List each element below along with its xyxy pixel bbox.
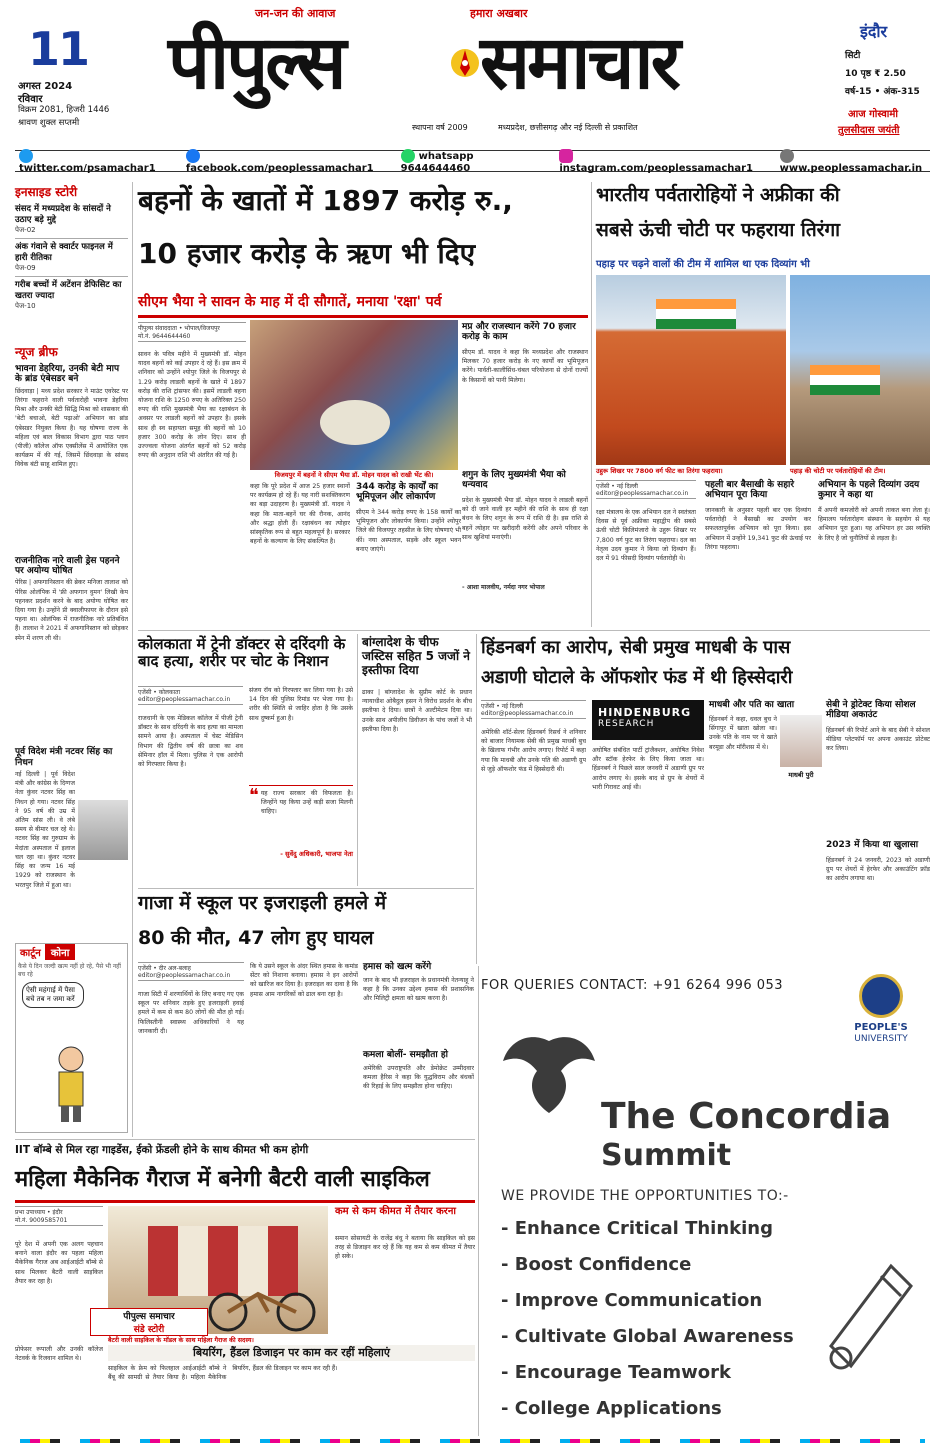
- ad-item: - Cultivate Global Awareness: [501, 1326, 794, 1347]
- instagram-icon: [559, 149, 573, 163]
- university-name-1: PEOPLE'S: [854, 1022, 908, 1033]
- inside-title: इनसाइड स्टोरी: [15, 185, 78, 199]
- university-name-2: UNIVERSITY: [854, 1034, 908, 1044]
- inside-item[interactable]: अंक गंवाने से क्वार्टर फाइनल में हारी रीतिका: [15, 242, 113, 263]
- brief-s3-title: पूर्व विदेश मंत्री नटवर सिंह का निधन: [15, 747, 113, 768]
- ad-list: [501, 1218, 811, 1434]
- hindenburg-col3b: [709, 800, 821, 962]
- ad-item: - Boost Confidence: [501, 1254, 692, 1275]
- everest-sub: पहाड़ पर चढ़ने वालों की टीम में शामिल था एक दिव्यांग भी: [596, 259, 810, 270]
- whatsapp-icon: [401, 149, 415, 163]
- megaphone-icon: [811, 1236, 921, 1386]
- everest-headline-1: भारतीय पर्वतारोहियों ने अफ्रीका की: [596, 184, 840, 206]
- pages-price: 10 पृष्ठ ₹ 2.50: [845, 69, 906, 79]
- cartoon-corner: कोना: [45, 944, 75, 960]
- inside-page: पेज-02: [15, 226, 36, 234]
- inside-item[interactable]: संसद में मध्यप्रदेश के सांसदों ने उठाए बड़े मुद्दे: [15, 204, 111, 225]
- lead-col2: कहा कि पूरे प्रदेश में आज 25 हजार स्थानों पर कार्यक्रम हो रहे हैं। यह नारी सशक्तिकरण का बड़ा उदाहरण है। मुख्यमंत्री डॉ. यादव ने कहा कि माता-बहनें घर की रौनक, आनंद और श्रद्धा होती हैं। रक्षाबंधन का त्योहार सांस्कृतिक रूप से बहुत महत्वपूर्ण है। सरकार बहनों के कल्याण के लिए संकल्पित है।: [250, 483, 350, 546]
- cartoon-label: कार्टून: [16, 944, 45, 960]
- sunday-story-sticker: पीपुल्स समाचार संडे स्टोरी: [90, 1308, 208, 1336]
- hindenburg-t4: 2023 में किया था खुलासा: [826, 840, 919, 850]
- everest-cap1: उहुरू शिखर पर 7800 वर्ग फीट का तिरंगा फहराया।: [596, 467, 723, 475]
- lead-p2-text: प्रदेश के मुख्यमंत्री भैया डॉ. मोहन यादव ने लाडली बहनों को दी जाने वाली हर महीने की राशि के साथ ही रक्षा बंधन के लिए शगुन के रूप में राशि दी है। इस राशि से बहनें त्योहार पर खरीदारी करेंगी और अपने परिवार के साथ खुशियां मनाएंगी।: [462, 497, 588, 541]
- founded: स्थापना वर्ष 2009: [412, 123, 468, 132]
- speech-bubble: ऐसी महंगाई में पैसा बचे तब न जमा करें: [22, 982, 84, 1008]
- university-crest-icon: [859, 974, 903, 1018]
- inside-story: [15, 183, 128, 311]
- city-name: इंदौर: [860, 22, 888, 41]
- hindenburg-col1: अमेरिकी शॉर्ट-सेलर हिंडनबर्ग रिसर्च ने शनिवार को बाजार नियामक सेबी की प्रमुख माधबी बुच के खिलाफ गंभीर आरोप लगाए। रिपोर्ट में कहा गया कि माधबी और उनके पति की अडाणी ग्रुप से जुड़े ऑफशोर फंड में हिस्सेदारी थी।: [481, 729, 586, 773]
- lead-p2-author: - आशा मालवीय, नर्मदा नगर भोपाल: [462, 584, 545, 591]
- ad-provide: WE PROVIDE THE OPPORTUNITIES TO:-: [501, 1188, 789, 1204]
- lead-headline-1: बहनों के खातों में 1897 करोड़ रु.,: [138, 184, 513, 217]
- web-link[interactable]: www.peoplessamachar.in: [780, 149, 930, 174]
- brief-s1-title: भावना डेहरिया, उनकी बेटी माप के ब्रांड एंबेसडर बने: [15, 364, 120, 385]
- cartoon-box: [15, 943, 128, 1133]
- lead-photo: [250, 320, 458, 470]
- concordia-ad[interactable]: [481, 966, 931, 1436]
- cycle-byline: प्रभा उपाध्याय • इंदौर मो.नं. 9009585701: [15, 1206, 103, 1226]
- hindenburg-col2: अघोषित संबंधित पार्टी ट्रांजैक्शन, अघोषित निवेश और स्टॉक हेरफेर के लिए किया जाता था। हिंडनबर्ग ने पिछले साल जनवरी में अडाणी ग्रुप पर आरोप लगाए थे। इसके बाद से ग्रुप के शेयरों में भारी गिरावट आई थी।: [592, 747, 704, 791]
- cycle-bottom-head: बियरिंग, हैंडल डिजाइन पर काम कर रहीं महिलाएं: [108, 1345, 475, 1361]
- cycle-caption: बैटरी वाली साइकिल के मॉडल के साथ महिला गैराज की सदस्य।: [108, 1337, 254, 1344]
- lead-sub: सीएम भैया ने सावन के माह में दी सौगातें, मनाया 'रक्षा' पर्व: [138, 294, 442, 310]
- editions: मध्यप्रदेश, छत्तीसगढ़ और नई दिल्ली से प्रकाशित: [498, 123, 638, 132]
- lead-headline-2: 10 हजार करोड़ के ऋण भी दिए: [138, 237, 476, 270]
- twitter-icon: [19, 149, 33, 163]
- lead-col1: सावन के पवित्र महीने में मुख्यमंत्री डॉ. मोहन यादव बहनों को कई उपहार दे रहे हैं। इस क्रम में शनिवार को उन्होंने श्योपुर जिले के विजयपुर से 1.29 करोड़ लाडली बहनों के खाते में 1897 करोड़ की राशि ट्रांसफर की। इसमें लाडली बहना योजना राशि के 1250 रुपए के अतिरिक्त 250 रुपए की राशि मुख्यमंत्री भैया का रक्षाबंधन के अवसर पर लाडली बहनों को उपहार है। इसके साथ ही स्व सहायता समूह की बहनों को 10 हजार 300 करोड़ के लोन दिए। साथ ही उज्ज्वला योजना अंतर्गत बहनों को 52 करोड़ रुपए की अनुदान राशि भी अंतरित की गई है।: [138, 351, 246, 460]
- quote-box: ❝ यह राज्य सरकार की विफलता है। जिन्होंने यह किया उन्हें कड़ी सजा मिलनी चाहिए। - सुवेंदु अधिकारी, भाजपा नेता: [249, 785, 353, 870]
- ad-title-1: The Concordia: [601, 1096, 892, 1137]
- kolkata-byline: एजेंसी • कोलकाता editor@peoplessamachar.co.in: [138, 686, 243, 705]
- hindenburg-headline-2: अडाणी घोटाले के ऑफशोर फंड में थी हिस्सेदारी: [481, 667, 793, 688]
- hindenburg-logo: HINDENBURG RESEARCH: [592, 700, 704, 740]
- ad-item: - College Applications: [501, 1398, 722, 1419]
- eagle-icon: [499, 1021, 599, 1121]
- inside-item[interactable]: गरीब बच्चों में अटेंशन डेफिसिट का खतरा ज्यादा: [15, 280, 122, 301]
- brief-s1-text: छिंदवाड़ा | मध्य प्रदेश सरकार ने माउंट एवरेस्ट पर तिरंगा फहराने वाली पर्वतारोही भावना डेहरिया मिश्रा और उनकी बेटी सिद्धि मिश्रा को शासकार की 'बेटी बचाओ, बेटी पढ़ाओ' अभियान का ब्रांड एंबेसडर नियुक्त किया है। यह घोषणा राज्य के महिला एवं बाल विकास विभाग द्वारा पाठ प्लान (पीजी) कॉलेज ऑफ एक्सीलेंस में आयोजित एक कार्यक्रम में की गई, जिसमें छिंदवाड़ा के सांसद विवेक बंटी साहू शामिल हुए।: [15, 387, 128, 469]
- gaza-col1: गाजा सिटी में शरणार्थियों के लिए बनाए गए एक स्कूल पर शनिवार तड़के हुए इजराइली हवाई हमले में कम से कम 80 लोगों की मौत हो गई। फिलिस्तीनी स्वास्थ्य अधिकारियों ने यह जानकारी दी।: [138, 991, 244, 1035]
- festival-top: आज गोस्वामी: [848, 109, 898, 120]
- natwar-singh-photo: [78, 800, 128, 860]
- gaza-t3: हमास को खत्म करेंगे: [363, 962, 432, 972]
- instagram-link[interactable]: instagram.com/peoplessamachar1: [559, 149, 757, 174]
- kolkata-col1: राजधानी के एक मेडिकल कॉलेज में पीजी ट्रेनी डॉक्टर के साथ दरिंदगी के बाद हत्या का मामला सामने आया है। अस्पताल में चेस्ट मेडिसिन विभाग की द्वितीय वर्ष की छात्रा का शव सेमिनार हॉल में मिला। पुलिस ने एक आरोपी को गिरफ्तार किया है।: [138, 715, 243, 769]
- cycle-t2: कम से कम कीमत में तैयार करना: [335, 1206, 456, 1217]
- title-right: समाचार: [480, 20, 678, 106]
- everest-photo-team: [790, 275, 930, 465]
- gaza-t4: कमला बोलीं- समझौता हो: [363, 1050, 448, 1060]
- festival-bottom: तुलसीदास जयंती: [838, 125, 900, 136]
- lead-p1-text: सीएम ने 344 करोड़ रुपए के 158 कार्यों का भूमिपूजन और लोकार्पण किया। उन्होंने श्योपुर जिले की विजयपुर तहसील के लिए घोषणाएं भी कीं। नया अस्पताल, सड़कें और स्कूल भवन बनाए जाएंगे।: [356, 509, 461, 553]
- color-registration-strip: [20, 1439, 925, 1443]
- hindenburg-col5: हिंडनबर्ग ने 24 जनवरी, 2023 को अडाणी ग्रुप पर शेयरों में हेरफेर और अकाउंटिंग फ्रॉड का आरोप लगाया था।: [826, 857, 930, 883]
- cycle-col3: प्रोफेसर रूपाली और उनकी कॉलेज नेटवर्क के रिजवान शामिल थे।: [15, 1346, 103, 1363]
- inside-page: पेज-10: [15, 302, 36, 310]
- cycle-col1: पूरे देश में अपनी एक अलग पहचान बनाने वाला इंदौर का पहला महिला मैकेनिक गैराज अब आईआईटी बॉम्बे से साथ मिलकर बैटरी वाली साइकिल तैयार कर रहा है।: [15, 1241, 103, 1285]
- everest-t3: अभियान के पहले दिव्यांग उदय कुमार ने कहा था: [818, 480, 920, 501]
- gaza-col3: जान के बाद भी इजराइल के प्रधानमंत्री नेतन्याहू ने कहा है कि उनका उद्देश्य हमास की प्रशासनिक और मिलिट्री क्षमता को खत्म करना है।: [363, 977, 474, 1003]
- hindenburg-t2: माधबी और पति का खाता: [709, 700, 795, 710]
- facebook-icon: [186, 149, 200, 163]
- brief-s2-title: राजनीतिक नारे वाली ड्रेस पहनने पर अयोग्य घोषित: [15, 555, 120, 577]
- pen-logo-icon: [448, 46, 482, 80]
- tagline-right: हमारा अखबार: [470, 7, 528, 20]
- gaza-col4: अमेरिकी उपराष्ट्रपति और डेमोक्रेट उम्मीदवार कमला हैरिस ने कहा कि युद्धविराम और बंधकों की रिहाई के लिए समझौता होना चाहिए।: [363, 1065, 474, 1091]
- globe-icon: [780, 149, 794, 163]
- ad-item: - Enhance Critical Thinking: [501, 1218, 773, 1239]
- tagline-left: जन-जन की आवाज: [255, 7, 336, 20]
- facebook-link[interactable]: facebook.com/peoplessamachar1: [186, 149, 379, 174]
- everest-col2: जानकारी के अनुसार पहली बार एक दिव्यांग पर्वतारोही ने बैसाखी का उपयोग कर सफलतापूर्वक अभियान को पूरा किया। इस अभियान में उन्होंने 19,341 फुट की ऊंचाई पर तिरंगा फहराया।: [705, 507, 811, 551]
- kolkata-headline: कोलकाता में ट्रेनी डॉक्टर से दरिंदगी के बाद हत्या, शरीर पर चोट के निशान: [138, 635, 346, 671]
- ad-queries[interactable]: FOR QUERIES CONTACT: +91 6264 996 053: [481, 978, 784, 993]
- madhabi-caption: माधबी पुरी: [788, 771, 814, 779]
- gaza-byline: एजेंसी • दीर अल-बलाह editor@peoplessamachar.co.in: [138, 962, 244, 981]
- gaza-col2: कि ये उसने स्कूल के अंदर स्थित हमास के कमांड सेंटर को निशाना बनाया। हमास ने इन आरोपों को खारिज कर दिया है। इजराइल का दावा है कि हमास आम नागरिकों को ढाल बना रहा है।: [250, 963, 358, 998]
- volume: वर्ष-15 • अंक-315: [845, 87, 920, 97]
- kolkata-col2: संजय रॉय को गिरफ्तार कर लिया गया है। उसे 14 दिन की पुलिस रिमांड पर भेजा गया है। शरीर की स्थिति से जाहिर होता है कि उसके साथ दुष्कर्म हुआ है।: [249, 687, 353, 722]
- date-samvat: विक्रम 2081, हिजरी 1446: [18, 105, 110, 115]
- gaza-headline-2: 80 की मौत, 47 लोग हुए घायल: [138, 927, 374, 949]
- ad-item: - Improve Communication: [501, 1290, 763, 1311]
- date-tithi: श्रावण शुक्ल सप्तमी: [18, 118, 80, 128]
- cycle-col2: समान सोसायटी के राजेंद्र बंधु ने बताया कि साइकिल को इस तरह से डिजाइन कर रहे हैं कि यह कम से कम कीमत में तैयार हो सके।: [335, 1235, 475, 1261]
- lead-caption: विजयपुर में बहनों ने सीएम भैया डॉ. मोहन यादव को राखी भेंट की।: [274, 471, 434, 479]
- title-left: पीपुल्स: [168, 20, 344, 106]
- hindenburg-t3: सेबी ने ड्रोटेक्ट किया सोशल मीडिया अकाउंट: [826, 700, 916, 721]
- lead-p3-text: सीएम डॉ. यादव ने कहा कि मध्यप्रदेश और राजस्थान मिलकर 70 हजार करोड़ के नए कार्यों का भूमिपूजन करेंगे। पार्वती-कालीसिंध-चंबल परियोजना से दोनों राज्यों के किसानों को पानी मिलेगा।: [462, 349, 588, 384]
- inside-page: पेज-09: [15, 264, 36, 272]
- ad-title-2: Summit: [601, 1138, 732, 1173]
- everest-byline: एजेंसी • नई दिल्ली editor@peoplessamachar.co.in: [596, 480, 696, 499]
- cycle-bottom-text: साइकिल के फ्रेम को फिलहाल आईआईटी बॉम्बे ने बैंबू की सामग्री से तैयार किया है। महिला मैकेनिक बियरिंग, हैंडल की डिजाइन पर काम कर रही हैं।: [108, 1365, 338, 1382]
- lead-p2-title: शगुन के लिए मुख्यमंत्री भैया को धन्यवाद: [462, 470, 566, 491]
- everest-t2: पहली बार बैसाखी के सहारे अभियान पूरा किया: [705, 480, 795, 501]
- everest-headline-2: सबसे ऊंची चोटी पर फहराया तिरंगा: [596, 219, 841, 241]
- date-month: अगस्त 2024: [18, 81, 73, 92]
- lead-p3-title: मप्र और राजस्थान करेंगे 70 हजार करोड़ के काम: [462, 322, 576, 343]
- news-brief: [15, 343, 128, 920]
- whatsapp-link[interactable]: whatsapp 9644644460: [400, 150, 474, 174]
- lead-byline: पीपुल्स संवाददाता • भोपाल/विजयपुर मो.नं. 9644644460: [138, 322, 246, 342]
- hindenburg-col3: हिंडनबर्ग ने कहा, धवल बुच ने सिंगापुर में खाता खोला था। उनके पति के नाम पर ये खाते बरमूडा और मॉरीशस में थे।: [709, 716, 777, 751]
- ad-item: - Encourage Teamwork: [501, 1362, 731, 1383]
- bangladesh-headline: बांग्लादेश के चीफ जस्टिस सहित 5 जजों ने इस्तीफा दिया: [362, 635, 470, 677]
- everest-col3: मैं अपनी कमजोरी को अपनी ताकत बना लेता हूं। हिमालय पर्वतारोहण संस्थान के सहयोग से यह अभियान पूरा हुआ। यह अभियान हर उस व्यक्ति के लिए है जो चुनौतियों से लड़ता है।: [818, 507, 930, 542]
- masthead: [0, 0, 945, 145]
- everest-photo-flag: [596, 275, 786, 465]
- hindenburg-col4: हिंडनबर्ग की रिपोर्ट आने के बाद सेबी ने सोशल मीडिया प्लेटफॉर्म पर अपना अकाउंट प्रोटेक्ट कर लिया।: [826, 727, 930, 753]
- brief-title: न्यूज ब्रीफ: [15, 345, 58, 359]
- city-label: सिटी: [845, 51, 861, 61]
- everest-cap2: पहाड़ की चोटी पर पर्वतारोहियों की टीम।: [790, 467, 886, 475]
- brief-s2-text: पेरिस | अफगानिस्तान की ब्रेकर मनिजा तालाश को पेरिस ओलंपिक में 'फ्री अफगान वुमन' लिखी केप पहनकर प्रदर्शन करने के बाद अयोग्य घोषित कर दिया गया है। उन्होंने प्री क्वालीफायर के दौरान इसे पहना था। ओलंपिक में राजनीतिक नारे प्रतिबंधित हैं। तालाश ने 2021 में अफगानिस्तान को छोड़कर स्पेन में शरण ली थी।: [15, 579, 128, 642]
- cycle-headline: महिला मैकेनिक गैराज में बनेगी बैटरी वाली साइकिल: [15, 1167, 430, 1192]
- quote-icon: ❝: [249, 785, 259, 806]
- hindenburg-headline-1: हिंडनबर्ग का आरोप, सेबी प्रमुख माधबी के पास: [481, 637, 791, 658]
- everest-col1: रक्षा मंत्रालय के एक अभियान दल ने स्वतंत्रता दिवस से पूर्व अफ्रीका महाद्वीप की सबसे ऊंची चोटी किलिमंजारो के उहुरू शिखर पर 7,800 वर्ग फुट का तिरंगा फहराया। दल का नेतृत्व उदय कुमार ने किया जो दिव्यांग हैं। दल में 91 फीसदी दिव्यांग पर्वतारोही थे।: [596, 509, 696, 563]
- cycle-kicker: IIT बॉम्बे से मिल रहा गाइडेंस, ईको फ्रेंडली होने के साथ कीमत भी कम होगी: [15, 1144, 309, 1156]
- bangladesh-text: ढाका | बांग्लादेश के सुप्रीम कोर्ट के प्रधान न्यायाधीश ओबैदुल हसन ने विरोध प्रदर्शन के बीच इस्तीफा दे दिया। छात्रों ने अल्टीमेटम दिया था। उनके साथ अपीलीय डिवीजन के पांच जजों ने भी इस्तीफा दिया है।: [362, 689, 472, 733]
- madhabi-photo: [780, 715, 822, 767]
- gaza-headline-1: गाजा में स्कूल पर इजराइली हमले में: [138, 892, 387, 914]
- cartoon-figure: [46, 1044, 96, 1124]
- date-weekday: रविवार: [18, 94, 43, 105]
- lead-p1-title: 344 करोड़ के कार्यों का भूमिपूजन और लोकार्पण: [356, 482, 439, 503]
- date-day: 11: [28, 22, 89, 76]
- social-bar: [15, 150, 930, 172]
- twitter-link[interactable]: twitter.com/psamachar1: [19, 149, 164, 174]
- brief-s3-text: नई दिल्ली | पूर्व विदेश मंत्री और कांग्रेस के दिग्गज नेता कुंवर नटवर सिंह का निधन हो गया। नटवर सिंह ने 95 वर्ष की उम्र में अंतिम सांस ली। वे लंबे समय से बीमार चल रहे थे। नटवर सिंह का गुरुग्राम के मेदांता अस्पताल में इलाज चल रहा था। कुंवर नटवर सिंह का जन्म 16 मई 1929 को राजस्थान के भरतपुर जिले में हुआ था।: [15, 771, 75, 889]
- hindenburg-byline: एजेंसी • नई दिल्ली editor@peoplessamachar.co.in: [481, 700, 586, 719]
- cartoon-caption: कैसे ये दिन जल्दी खत्म नहीं हो रहे, पैसे भी नहीं बच रहे: [18, 963, 121, 978]
